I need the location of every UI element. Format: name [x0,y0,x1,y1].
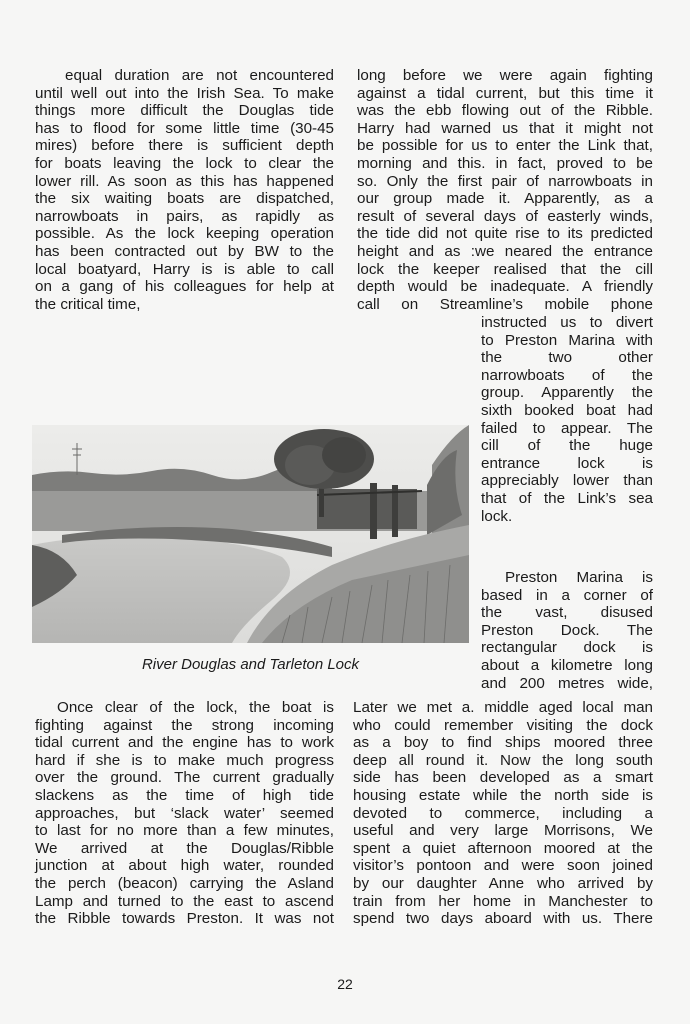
text-line: Preston Dock. The [481,621,653,639]
text-line: side has been developed as a smart [353,769,653,787]
text-line: on a gang of his colleagues for help at [35,278,334,296]
text-line: spend two days aboard with us. There [353,910,653,928]
text-line: until well out into the Irish Sea. To make [35,84,334,102]
left-column-bottom-paragraph [35,699,334,928]
text-line: as a boy to find ships moored three [353,734,653,752]
text-line: the Ribble towards Preston. It was not [35,910,334,928]
text-line: lock. [481,507,513,525]
text-line: over the ground. The current gradually [35,769,334,787]
text-line: who could remember visiting the dock [353,716,653,734]
text-line: mires) before there is sufficient depth [35,137,334,155]
text-line: was the ebb flowing out of the Ribble. [357,102,653,120]
text-line: has been contracted out by BW to the [35,242,334,260]
text-line: housing estate while the north side is [353,786,653,804]
text-line: possible. As the lock keeping operation [35,225,334,243]
text-line: appreciably lower than [481,472,653,490]
text-line: to last for no more than a few minutes, [35,822,334,840]
text-line: for boats leaving the lock to clear the [35,154,334,172]
text-line: approaches, but ‘slack water’ seemed [35,804,334,822]
text-line: the perch (beacon) carrying the Asland [35,874,334,892]
text-line: and 200 metres wide, [481,674,653,692]
river-lock-photo [32,425,469,643]
text-line: narrowboats in pairs, as rapidly as [35,207,334,225]
text-line: Preston Marina is [505,569,653,586]
text-line: the two other [481,349,653,367]
text-line: long before we were again fighting [357,67,653,84]
text-line: so. Only the first pair of narrowboats in [357,172,653,190]
text-line: group. Apparently the [481,384,653,402]
text-line: failed to appear. The [481,419,653,437]
text-line: entrance lock is [481,454,653,472]
photo-caption: River Douglas and Tarleton Lock [141,656,360,673]
text-line: that of the Link’s sea [481,489,653,507]
text-line: height and as :we neared the entrance [357,242,653,260]
text-line: useful and very large Morrisons, We [353,822,653,840]
right-column-wrap-paragraph-2 [481,569,653,692]
text-line: lock the keeper realised that the cill [357,260,653,278]
text-line: the vast, disused [481,604,653,622]
text-line: by our daughter Anne who arrived by [353,874,653,892]
text-line: narrowboats of the [481,366,653,384]
text-line: hard if she is to make much progress [35,751,334,769]
text-line: the six waiting boats are dispatched, [35,190,334,208]
text-line: the critical time, [35,295,141,313]
text-line: be possible for us to enter the Link that, [357,137,653,155]
text-line: local boatyard, Harry is is able to call [35,260,334,278]
right-column-top-paragraph [357,67,653,313]
right-column-bottom-paragraph [353,699,653,928]
text-line: We arrived at the Douglas/Ribble [35,839,334,857]
text-line: rectangular dock is [481,639,653,657]
text-line: result of several days of easterly winds, [357,207,653,225]
text-line: deep all round it. Now the long south [353,751,653,769]
left-column-top-paragraph [35,67,334,313]
text-line: Harry had warned us that it might not [357,119,653,137]
text-line: about a kilometre long [481,656,653,674]
text-line: tidal current and the engine has to work [35,734,334,752]
text-line: equal duration are not encountered [65,67,334,84]
text-line: fighting against the strong incoming [35,716,334,734]
right-column-wrap-paragraph [481,314,653,525]
text-line: our group made it. Apparently, as a [357,190,653,208]
text-line: has to flood for some little time (30-45 [35,119,334,137]
text-line: the tide did not quite rise to its predicted [357,225,653,243]
text-line: morning and this. in fact, proved to be [357,154,653,172]
text-line: depth would be inadequate. A friendly [357,278,653,296]
text-line: things more difficult the Douglas tide [35,102,334,120]
page-number: 22 [337,976,353,992]
text-line: sixth booked boat had [481,401,653,419]
text-line: based in a corner of [481,586,653,604]
text-line: to Preston Marina with [481,331,653,349]
text-line: call on Streamline’s mobile phone [357,295,653,313]
text-line: lower rill. As soon as this has happened [35,172,334,190]
text-line: visitor’s pontoon and were soon joined [353,857,653,875]
text-line: train from her home in Manchester to [353,892,653,910]
text-line: slackens as the time of high tide [35,786,334,804]
text-line: cill of the huge [481,437,653,455]
text-line: junction at about high water, rounded [35,857,334,875]
text-line: Once clear of the lock, the boat is [57,699,334,716]
text-line: Lamp and turned to the east to ascend [35,892,334,910]
text-line: devoted to commerce, including a [353,804,653,822]
text-line: spent a quiet afternoon moored at the [353,839,653,857]
text-line: against a tidal current, but this time it [357,84,653,102]
text-line: Later we met a. middle aged local man [353,699,653,716]
text-line: instructed us to divert [481,314,653,331]
